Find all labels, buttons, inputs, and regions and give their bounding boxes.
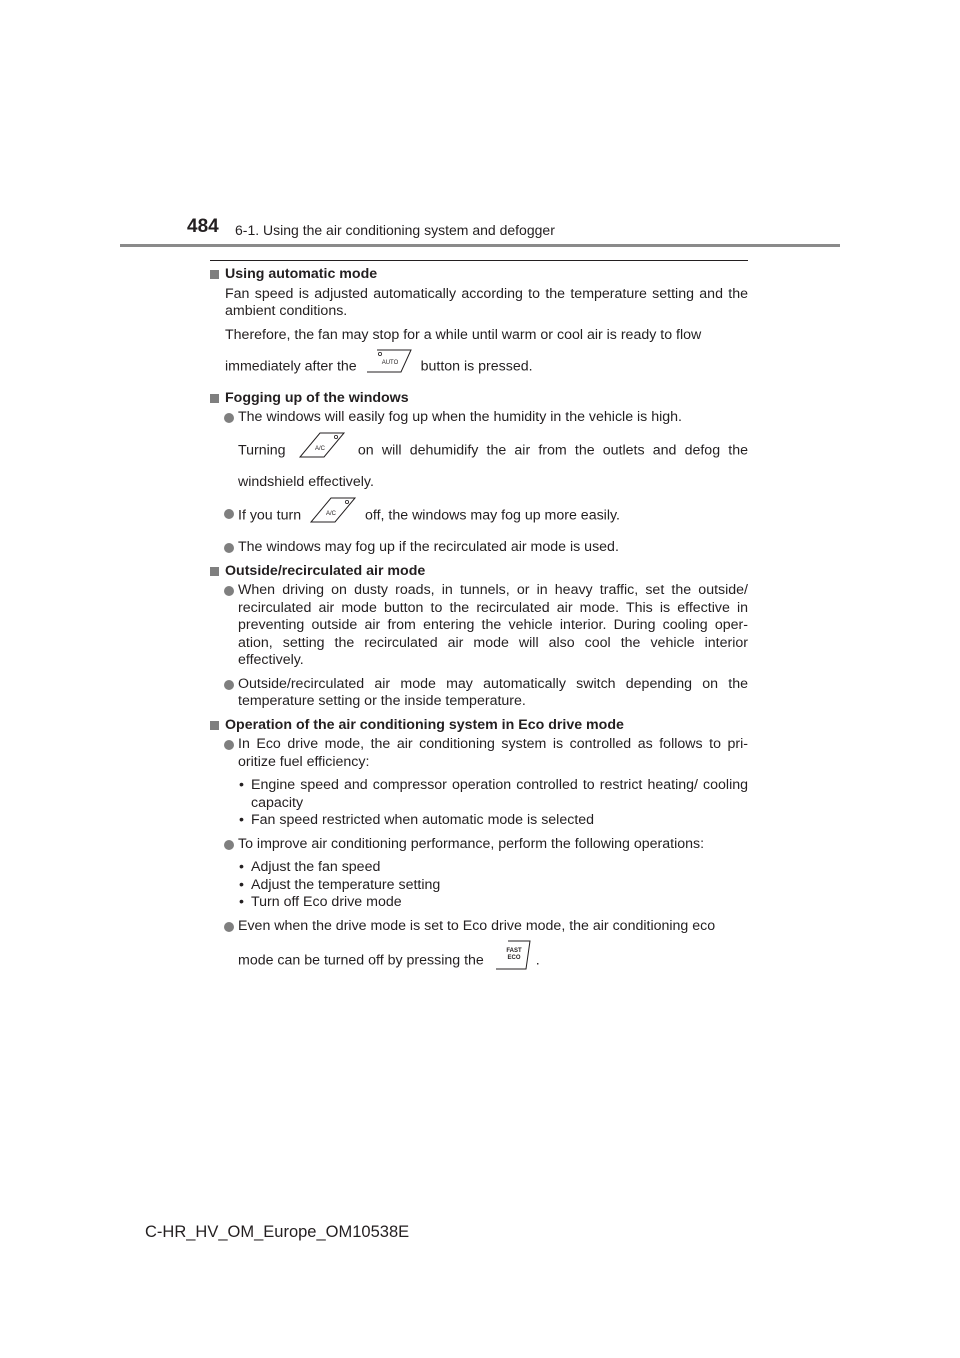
auto-button-icon [365, 349, 413, 379]
text-span: off, the windows may fog up more easily. [365, 507, 620, 523]
section-title [210, 266, 748, 284]
list-item [210, 539, 748, 557]
square-bullet-icon [210, 394, 219, 403]
eco-icon-label: ECO [507, 955, 521, 961]
paragraph: Fan speed is adjusted automatically according to the temperature setting and the ambient conditions. [225, 285, 748, 319]
text-span: button is pressed. [420, 358, 533, 375]
sub-list-item [238, 894, 748, 912]
text-span: immediately after the [225, 358, 357, 375]
text-span: Adjust the fan speed [251, 859, 381, 875]
list-item [210, 736, 748, 771]
bullet-point-icon: • [239, 777, 244, 793]
round-bullet-icon [224, 680, 234, 690]
square-bullet-icon [210, 567, 219, 576]
auto-icon-label: AUTO [381, 360, 398, 366]
ac-button-icon [298, 432, 346, 464]
chapter-title: 6-1. Using the air conditioning system and defogger [235, 222, 555, 238]
round-bullet-icon [224, 586, 234, 596]
text-span: If you turn [238, 507, 302, 523]
sub-list [210, 859, 748, 912]
list-item [210, 409, 748, 492]
text-span: Engine speed and compressor operation controlled to restrict heating/ cooling capacity [251, 777, 748, 811]
round-bullet-icon [224, 543, 234, 553]
section-title-text: Operation of the air conditioning system in Eco drive mode [225, 716, 624, 733]
paragraph-with-icon [238, 435, 748, 467]
fast-icon-label: FAST [506, 948, 522, 954]
text-span: To improve air conditioning performance, perform the following operations: [238, 835, 705, 852]
ac-icon-label: A/C [326, 510, 337, 517]
sub-list-item [238, 877, 748, 895]
text-span: Outside/recirculated air mode may automatically switch depending on the temperature setting or the inside temperature. [238, 675, 748, 709]
text-line: Even when the drive mode is set to Eco drive mode, the air conditioning eco [238, 917, 716, 934]
section-fogging [210, 390, 748, 557]
round-bullet-icon [224, 840, 234, 850]
bullet-point-icon: • [239, 876, 244, 893]
text-span: The windows may fog up if the recirculated air mode is used. [238, 539, 619, 555]
page-content [210, 266, 748, 985]
ac-button-icon [309, 497, 357, 529]
bullet-point-icon: • [239, 894, 244, 910]
round-bullet-icon [224, 413, 234, 423]
section-title-text: Using automatic mode [225, 266, 378, 282]
page-number: 484 [187, 216, 219, 237]
section-title [210, 390, 748, 408]
header-divider [120, 244, 840, 247]
sub-list-item [238, 777, 748, 812]
text-line: The windows will easily fog up when the humidity in the vehicle is high. [238, 409, 682, 425]
round-bullet-icon [224, 922, 234, 932]
text-span: Adjust the temperature setting [251, 876, 441, 893]
round-bullet-icon [224, 740, 234, 750]
section-recirculated-air [210, 563, 748, 711]
bullet-point-icon: • [239, 859, 244, 875]
fast-eco-button-icon [492, 940, 532, 976]
text-span: In Eco drive mode, the air conditioning system is controlled as follows to pri- oritize fuel efficiency: [238, 736, 748, 770]
section-title-text: Fogging up of the windows [225, 389, 409, 406]
sub-list-item [238, 859, 748, 877]
list-item [210, 918, 748, 979]
round-bullet-icon [224, 509, 234, 519]
paragraph-with-icon [210, 352, 748, 382]
section-title [210, 717, 748, 735]
list-item [210, 582, 748, 670]
text-span: Turn off Eco drive mode [251, 894, 402, 910]
square-bullet-icon [210, 270, 219, 279]
square-bullet-icon [210, 721, 219, 730]
list-item [210, 836, 748, 854]
section-automatic-mode [210, 266, 748, 382]
list-item [210, 676, 748, 711]
sub-list [210, 777, 748, 830]
text-span: mode can be turned off by pressing the [238, 952, 484, 969]
text-span: Fan speed restricted when automatic mode is selected [251, 812, 595, 828]
paragraph-with-icon [238, 943, 748, 979]
text-line: windshield effectively. [238, 474, 374, 490]
bullet-point-icon: • [239, 812, 244, 828]
text-span: on will dehumidify the air from the outlets and defog the [357, 442, 748, 458]
section-title-text: Outside/recirculated air mode [225, 562, 426, 579]
section-title [210, 563, 748, 581]
ac-icon-label: A/C [314, 445, 325, 452]
section-divider [210, 260, 748, 261]
paragraph: Therefore, the fan may stop for a while until warm or cool air is ready to flow [225, 326, 702, 343]
page-header [0, 0, 960, 250]
list-item [210, 500, 748, 532]
text-span: When driving on dusty roads, in tunnels, or in heavy traffic, set the outside/ recirculated air mode button to the recirculated air mode. This is effective in preventing outside air from entering the vehicle interior. During cooling oper- ation, setting the recirculated air mode will also cool the vehicle interior effectively. [238, 582, 748, 668]
document-footer: C-HR_HV_OM_Europe_OM10538E [145, 1223, 410, 1241]
section-eco-drive [210, 717, 748, 979]
text-span: Turning [238, 442, 286, 458]
sub-list-item [238, 812, 748, 830]
text-span: . [535, 952, 540, 969]
